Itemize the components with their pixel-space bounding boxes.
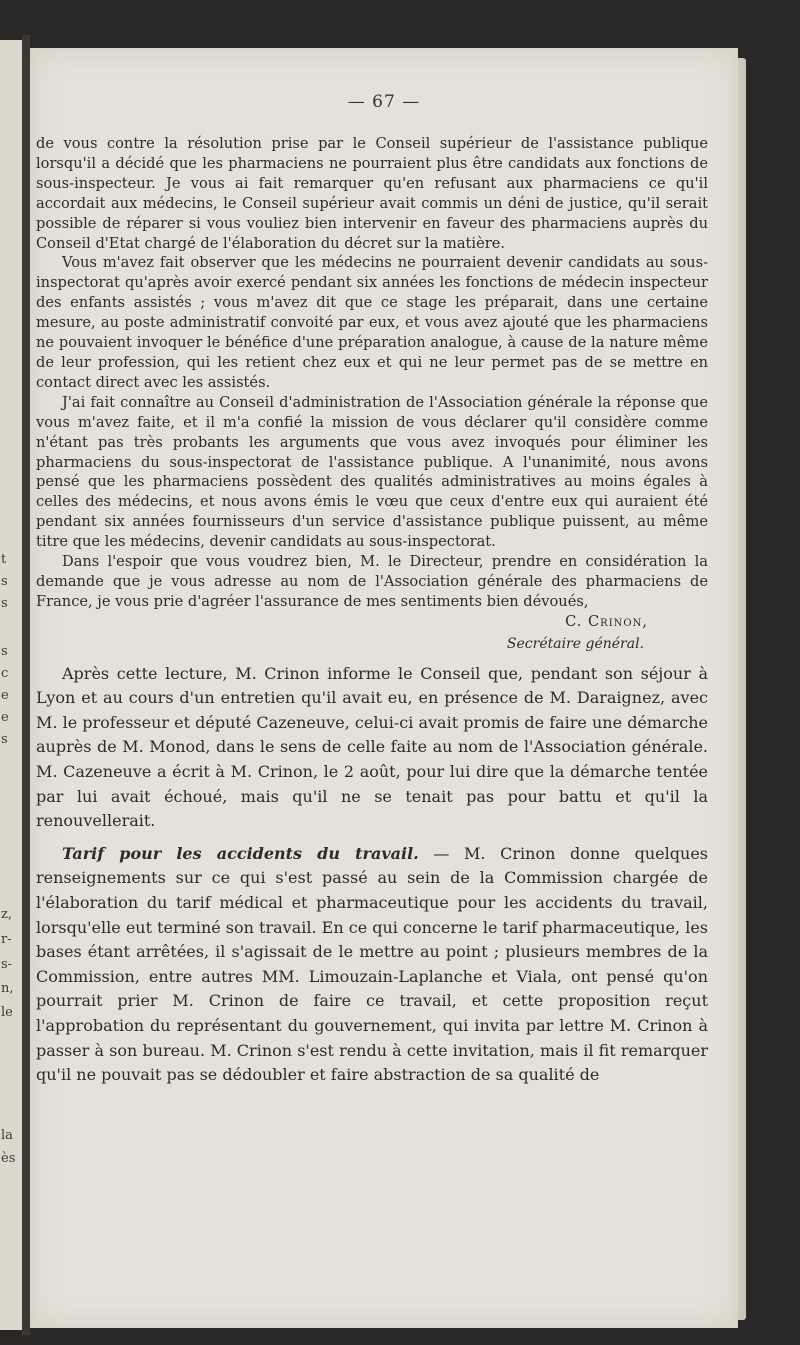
letter-paragraph: J'ai fait connaître au Conseil d'administration de l'Association générale la réponse que vous m'avez faite, et il m'a confié la mission de vous déclarer qu'il considère comme n'étant pas très probants les arguments que vous avez invoqués pour éliminer les pharmaciens du sous-inspectorat de l'assistance publique. A l'unanimité, nous avons pensé que les pharmaciens possèdent des qualités administratives au moins égales à celles des médecins, et nous avons émis le vœu que ceux d'entre eux qui auraient été pendant six années fournisseurs d'un service d'assistance publique puissent, au même titre que les médecins, devenir candidats au sous-inspectorat.	[36, 393, 708, 551]
gutter-fragment: s	[1, 574, 8, 589]
gutter-fragment: e	[1, 688, 9, 703]
binding-shadow	[22, 35, 30, 1335]
gutter-fragment: n,	[1, 981, 14, 996]
letter-paragraph: Vous m'avez fait observer que les médecins ne pourraient devenir candidats au sous-inspectorat qu'après avoir exercé pendant six années les fonctions de médecin inspecteur des enfants assistés ; vous m'avez dit que ce stage les préparait, dans une certaine mesure, au poste administratif convoité par eux, et vous avez ajouté que les pharmaciens ne pouvaient invoquer le bénéfice d'une préparation analogue, à cause de la nature même de leur profession, qui les retient chez eux et qui ne leur permet pas de se mettre en contact direct avec les assistés.	[36, 254, 708, 391]
previous-page-edge	[0, 40, 23, 1330]
tarif-paragraph	[36, 842, 708, 1088]
page-number: — 67 —	[347, 92, 421, 112]
gutter-fragment: ès	[1, 1151, 16, 1166]
page-body	[36, 134, 708, 1088]
gutter-fragment: s-	[1, 957, 13, 972]
letter-paragraph: de vous contre la résolution prise par le Conseil supérieur de l'assistance publique lorsqu'il a décidé que les pharmaciens ne pourraient plus être candidats aux fonctions de sous-inspecteur. Je vous ai fait remarquer qu'en refusant aux pharmaciens ce qu'il accordait aux médecins, le Conseil supérieur avait commis un déni de justice, qu'il serait possible de réparer si vous vouliez bien intervenir en faveur des pharmaciens auprès du Conseil d'Etat chargé de l'élaboration du décret sur la matière.	[36, 135, 708, 252]
signature-name: C. Crinon,	[565, 612, 648, 630]
gutter-fragment: s	[1, 596, 8, 611]
gutter-fragment: z,	[1, 907, 12, 922]
gutter-fragment: s	[1, 732, 8, 747]
gutter-fragment: e	[1, 710, 9, 725]
gutter-fragment: r-	[1, 932, 12, 947]
section-heading: Tarif pour les accidents du travail.	[62, 843, 419, 863]
gutter-fragment: t	[1, 552, 7, 567]
tarif-text: — M. Crinon donne quelques renseignements sur ce qui s'est passé au sein de la Commission chargée de l'élaboration du tarif médical et pharmaceutique pour les accidents du travail, lorsqu'elle eut terminé son travail. En ce qui concerne le tarif pharmaceutique, les bases étant arrêtées, il s'agissait de le mettre au point ; plusieurs membres de la Commission, entre autres MM. Limouzain-Laplanche et Viala, ont pensé qu'on pourrait prier M. Crinon de faire ce travail, et cette proposition reçut l'approbation du représentant du gouvernement, qui invita par lettre M. Crinon à passer à son bureau. M. Crinon s'est rendu à cette invitation, mais il fit remarquer qu'il ne pouvait pas se dédoubler et faire abstraction de sa qualité de	[36, 843, 708, 1085]
gutter-fragment: c	[1, 666, 9, 681]
book-page	[30, 48, 738, 1328]
letter-paragraph: Dans l'espoir que vous voudrez bien, M. le Directeur, prendre en considération la demande que je vous adresse au nom de l'Association générale des pharmaciens de France, je vous prie d'agréer l'assurance de mes sentiments bien dévoués,	[36, 553, 708, 610]
signature-title: Secrétaire général.	[506, 635, 644, 652]
gutter-fragment: s	[1, 644, 8, 659]
gutter-fragment: la	[1, 1128, 13, 1143]
gutter-fragment: le	[1, 1005, 13, 1020]
report-paragraph: Après cette lecture, M. Crinon informe le Conseil que, pendant son séjour à Lyon et au cours d'un entretien qu'il avait eu, en présence de M. Daraignez, avec M. le professeur et député Cazeneuve, celui-ci avait promis de faire une démarche auprès de M. Monod, dans le sens de celle faite au nom de l'Association générale. M. Cazeneuve a écrit à M. Crinon, le 2 août, pour lui dire que la démarche tentée par lui avait échoué, mais qu'il ne se tenait pas pour battu et qu'il la renouvellerait.	[36, 663, 708, 831]
